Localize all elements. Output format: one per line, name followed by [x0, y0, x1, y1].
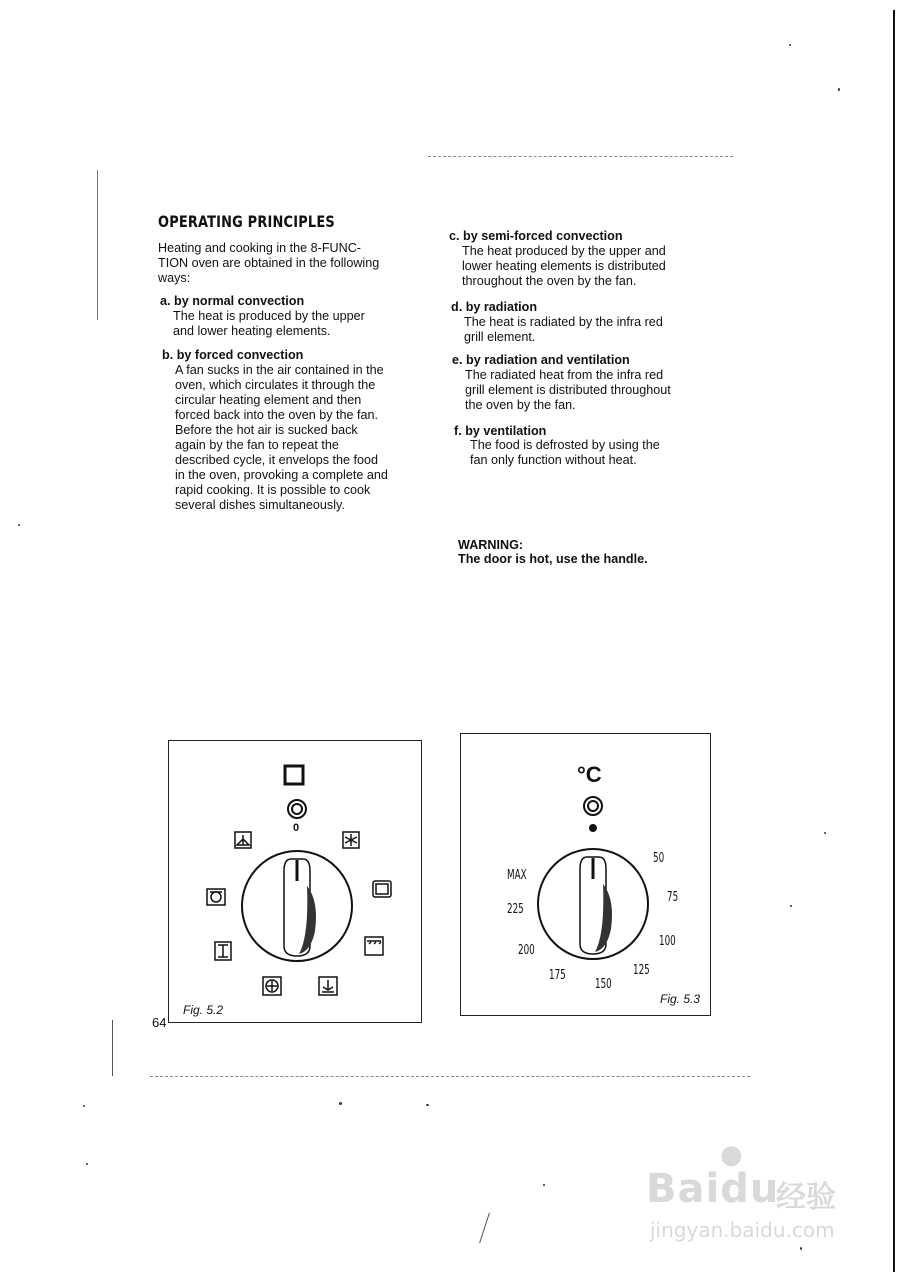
desc-line: The heat is radiated by the infra red: [464, 315, 663, 329]
desc-line: lower heating elements is distributed: [462, 259, 666, 273]
watermark-url: jingyan.baidu.com: [650, 1218, 835, 1242]
page-number: 64: [152, 1015, 167, 1030]
indicator-light-icon: [288, 800, 306, 818]
celsius-unit-label: °C: [577, 762, 602, 787]
scan-speck: [838, 88, 840, 91]
fan-grill-icon: [263, 977, 281, 995]
item-c-title: c. by semi-forced convection: [449, 229, 623, 243]
intro-line: TION oven are obtained in the following: [158, 256, 380, 270]
desc-line: fan only function without heat.: [470, 453, 637, 467]
desc-line: rapid cooking. It is possible to cook: [175, 483, 371, 497]
top-heat-icon: [215, 942, 231, 960]
item-e-title: e. by radiation and ventilation: [452, 353, 630, 367]
scale-50: 50: [653, 851, 665, 866]
item-d-title: d. by radiation: [451, 300, 538, 314]
page-heading: OPERATING PRINCIPLES: [158, 212, 335, 231]
fan-bottom-heat-icon: [319, 977, 337, 995]
thermostat-light-icon: [584, 797, 602, 815]
item-a-title: a. by normal convection: [160, 294, 305, 308]
desc-line: again by the fan to repeat the: [175, 438, 339, 452]
item-d-description: [464, 315, 714, 345]
figure-5-2-caption: Fig. 5.2: [183, 1003, 224, 1017]
watermark-brand: [646, 1166, 779, 1212]
desc-line: several dishes simultaneously.: [175, 498, 345, 512]
desc-line: in the oven, provoking a complete and: [175, 468, 388, 482]
bottom-dashed-rule: [150, 1076, 750, 1077]
watermark-brand-text: Baidu: [646, 1166, 780, 1212]
scale-200: 200: [518, 943, 535, 958]
desc-line: grill element.: [464, 330, 536, 344]
intro-line: Heating and cooking in the 8-FUNC-: [158, 241, 362, 255]
desc-line: oven, which circulates it through the: [175, 378, 376, 392]
figure-5-2-panel: [168, 740, 422, 1023]
watermark-paw-icon: ●: [720, 1140, 743, 1170]
figure-5-3-caption: Fig. 5.3: [660, 992, 701, 1006]
figure-5-3-panel: [460, 733, 711, 1016]
scale-125: 125: [633, 963, 650, 978]
function-selector-diagram: [169, 741, 421, 1022]
desc-line: The heat is produced by the upper: [173, 309, 365, 323]
watermark-brand-cn: 经验: [776, 1180, 836, 1215]
desc-line: throughout the oven by the fan.: [462, 274, 637, 288]
scale-150: 150: [595, 977, 612, 992]
fan-convection-icon: [207, 889, 225, 905]
bottom-heat-fan-icon: [235, 832, 251, 848]
scan-speck: [800, 1247, 802, 1250]
item-f-description: [470, 438, 720, 468]
scale-100: 100: [659, 934, 676, 949]
intro-line: ways:: [158, 271, 191, 285]
scale-max: MAX: [507, 868, 527, 883]
item-c-description: [462, 244, 712, 289]
warning-label: WARNING:: [458, 538, 524, 552]
left-margin-line: [97, 170, 98, 320]
scan-speck: [543, 1184, 545, 1186]
item-f-title: f. by ventilation: [454, 424, 547, 438]
scan-speck: [789, 44, 791, 46]
scan-speck: [18, 524, 20, 526]
scale-75: 75: [667, 890, 679, 905]
scan-stroke: [479, 1213, 490, 1244]
left-binding-line: [112, 1020, 113, 1076]
warning-text: The door is hot, use the handle.: [458, 552, 648, 566]
item-e-description: [465, 368, 715, 413]
desc-line: and lower heating elements.: [173, 324, 331, 338]
desc-line: forced back into the oven by the fan.: [175, 408, 379, 422]
scale-225: 225: [507, 902, 524, 917]
scan-speck: [86, 1163, 88, 1165]
scan-speck: [83, 1105, 85, 1107]
scan-speck: [790, 905, 792, 907]
desc-line: the oven by the fan.: [465, 398, 576, 412]
desc-line: grill element is distributed throughout: [465, 383, 671, 397]
thermostat-dot-marker: [589, 824, 597, 832]
scan-speck: [824, 832, 826, 834]
scale-175: 175: [549, 968, 566, 983]
oven-off-square-icon: [285, 766, 303, 784]
desc-line: The food is defrosted by using the: [470, 438, 660, 452]
top-dashed-rule: [428, 156, 733, 157]
dial-zero-label: 0: [293, 822, 300, 834]
right-border-line: [893, 10, 895, 1272]
top-bottom-heat-icon: [373, 881, 391, 897]
item-b-title: b. by forced convection: [162, 348, 304, 362]
scan-speck: [339, 1102, 342, 1105]
intro-paragraph: [158, 241, 408, 286]
desc-line: Before the hot air is sucked back: [175, 423, 358, 437]
desc-line: described cycle, it envelops the food: [175, 453, 379, 467]
scan-speck: [426, 1104, 429, 1106]
desc-line: The radiated heat from the infra red: [465, 368, 664, 382]
item-b-description: [175, 363, 415, 513]
defrost-snowflake-icon: [343, 832, 359, 848]
desc-line: The heat produced by the upper and: [462, 244, 666, 258]
desc-line: circular heating element and then: [175, 393, 362, 407]
item-a-description: [173, 309, 413, 339]
desc-line: A fan sucks in the air contained in the: [175, 363, 384, 377]
grill-element-icon: [365, 937, 383, 955]
